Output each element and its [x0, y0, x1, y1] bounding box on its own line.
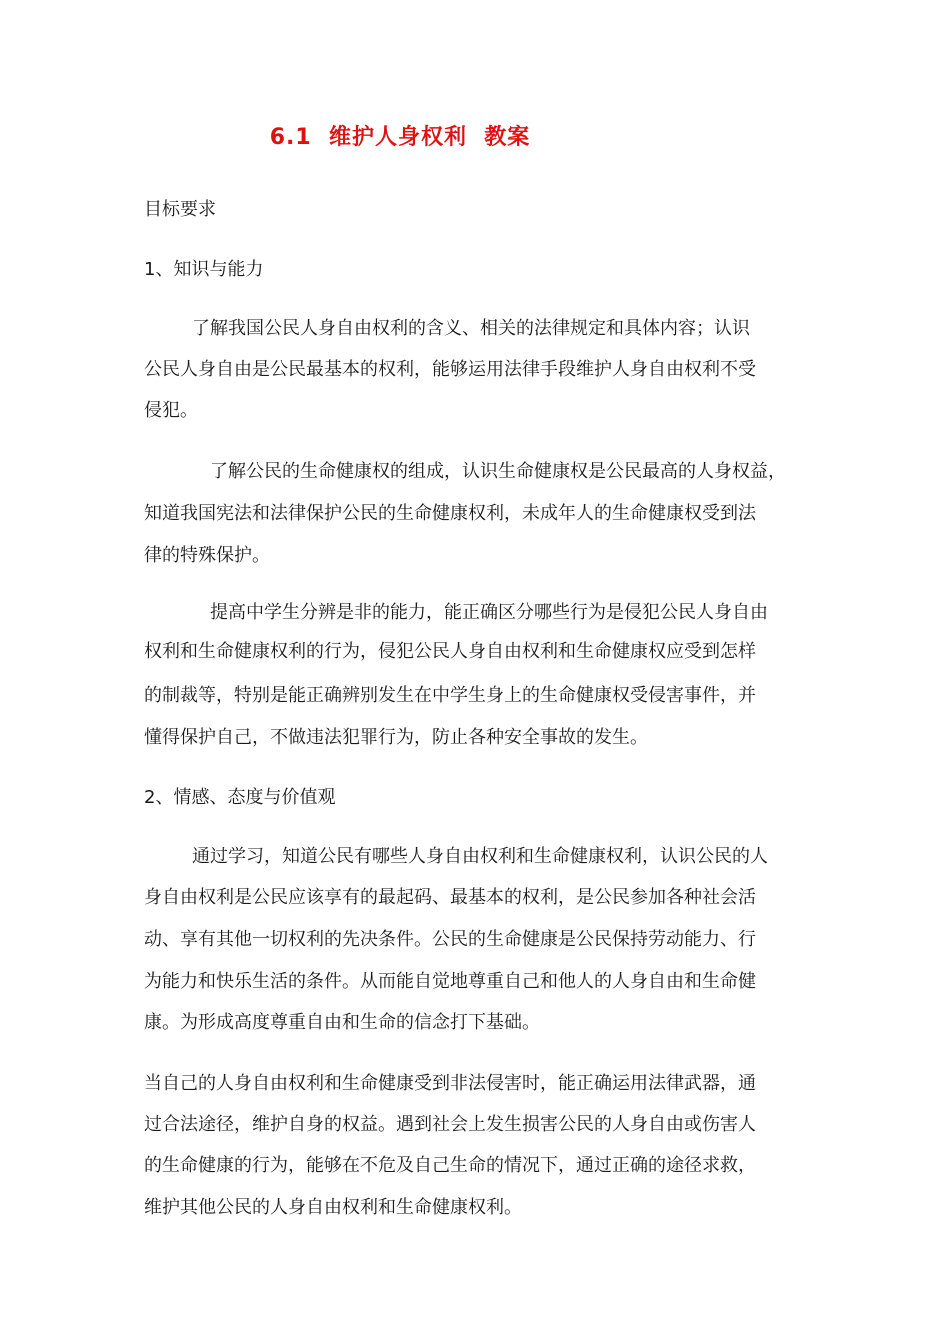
paragraph-line: 的生命健康的行为，能够在不危及自己生命的情况下，通过正确的途径求救，	[144, 1155, 756, 1176]
document-title: 6.1 维护人身权利 教案	[269, 125, 531, 150]
paragraph-line: 了解我国公民人身自由权利的含义、相关的法律规定和具体内容；认识	[192, 318, 750, 339]
paragraph-line: 动、享有其他一切权利的先决条件。公民的生命健康是公民保持劳动能力、行	[144, 929, 756, 950]
heading-knowledge-ability: 1、知识与能力	[144, 259, 264, 280]
paragraph-line: 公民人身自由是公民最基本的权利，能够运用法律手段维护人身自由权利不受	[144, 359, 756, 380]
paragraph-line: 当自己的人身自由权利和生命健康受到非法侵害时，能正确运用法律武器，通	[144, 1073, 756, 1094]
paragraph-line: 为能力和快乐生活的条件。从而能自觉地尊重自己和他人的人身自由和生命健	[144, 971, 756, 992]
paragraph-line: 侵犯。	[144, 400, 198, 421]
heading-goals: 目标要求	[144, 199, 216, 220]
heading-emotion-attitude-values: 2、情感、态度与价值观	[144, 787, 336, 808]
paragraph-line: 懂得保护自己，不做违法犯罪行为，防止各种安全事故的发生。	[144, 727, 648, 748]
paragraph-line: 维护其他公民的人身自由权利和生命健康权利。	[144, 1197, 522, 1218]
paragraph-line: 了解公民的生命健康权的组成，认识生命健康权是公民最高的人身权益，	[210, 461, 786, 482]
paragraph-line: 权利和生命健康权利的行为，侵犯公民人身自由权利和生命健康权应受到怎样	[144, 641, 756, 662]
paragraph-line: 过合法途径，维护自身的权益。遇到社会上发生损害公民的人身自由或伤害人	[144, 1114, 756, 1135]
paragraph-line: 通过学习，知道公民有哪些人身自由权利和生命健康权利，认识公民的人	[192, 846, 768, 867]
paragraph-line: 康。为形成高度尊重自由和生命的信念打下基础。	[144, 1012, 540, 1033]
paragraph-line: 身自由权利是公民应该享有的最起码、最基本的权利，是公民参加各种社会活	[144, 887, 756, 908]
paragraph-line: 知道我国宪法和法律保护公民的生命健康权利，未成年人的生命健康权受到法	[144, 503, 756, 524]
paragraph-line: 的制裁等，特别是能正确辨别发生在中学生身上的生命健康权受侵害事件，并	[144, 685, 756, 706]
paragraph-line: 提高中学生分辨是非的能力，能正确区分哪些行为是侵犯公民人身自由	[210, 602, 768, 623]
paragraph-line: 律的特殊保护。	[144, 545, 270, 566]
